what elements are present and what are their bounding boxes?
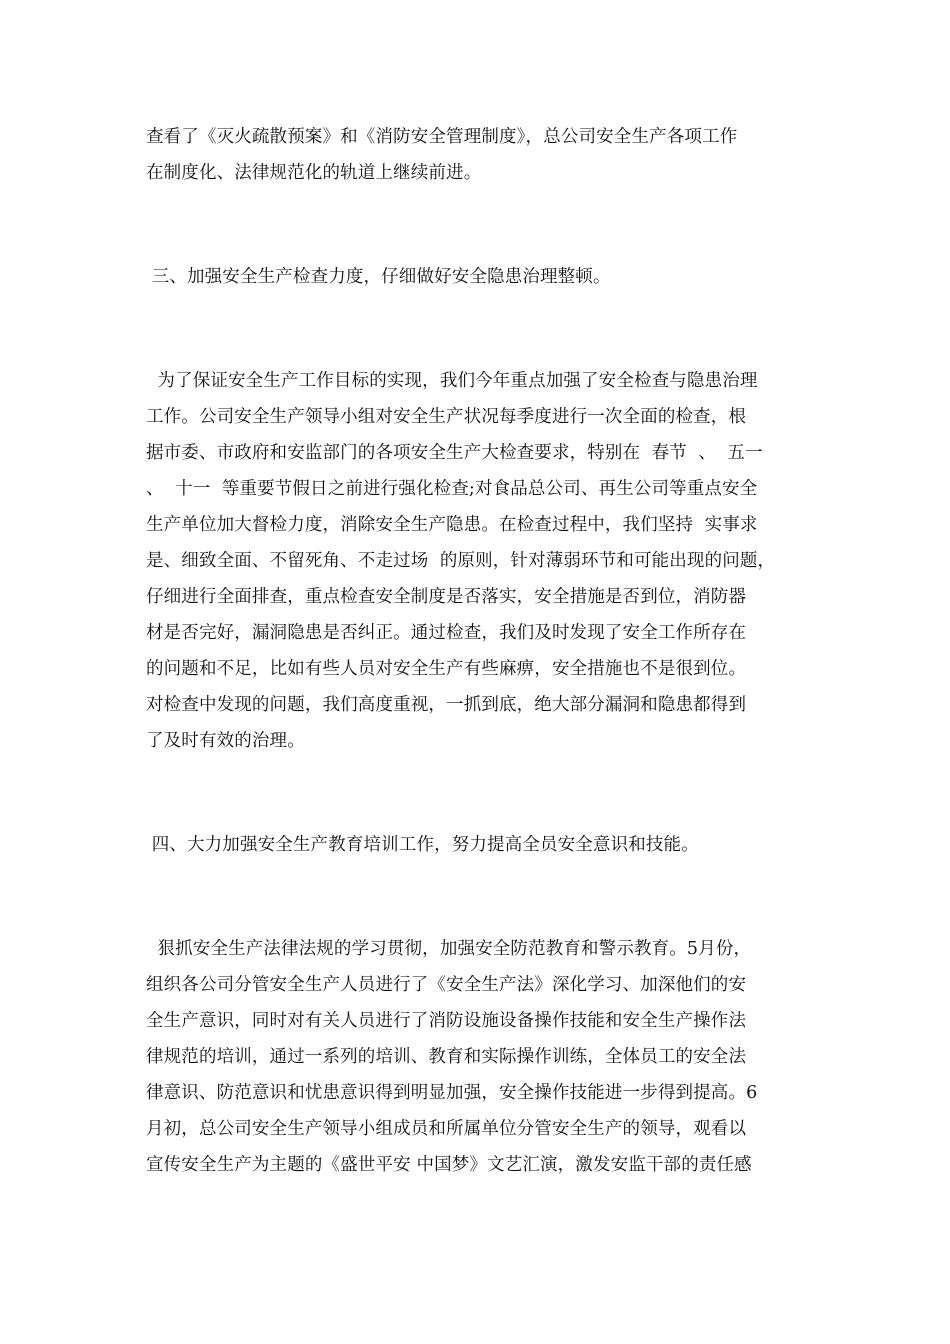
text-line: 仔细进行全面排查，重点检查安全制度是否落实，安全措施是否到位，消防器: [146, 587, 747, 607]
text-line: 全生产意识，同时对有关人员进行了消防设施设备操作技能和安全生产操作法: [146, 1011, 747, 1031]
text-line: 、 十一 等重要节假日之前进行强化检查;对食品总公司、再生公司等重点安全: [146, 479, 758, 499]
text-line: 查看了《灭火疏散预案》和《消防安全管理制度》，总公司安全生产各项工作: [146, 127, 738, 147]
text-line: 对检查中发现的问题，我们高度重视，一抓到底，绝大部分漏洞和隐患都得到: [146, 695, 747, 715]
text-line: 为了保证安全生产工作目标的实现，我们今年重点加强了安全检查与隐患治理: [146, 371, 758, 391]
text-line: 据市委、市政府和安监部门的各项安全生产大检查要求，特别在 春节 、 五一: [146, 443, 763, 463]
text-line: 的问题和不足，比如有些人员对安全生产有些麻痹，安全措施也不是很到位。: [146, 659, 747, 679]
text-line: 工作。公司安全生产领导小组对安全生产状况每季度进行一次全面的检查，根: [146, 407, 747, 427]
text-line: 生产单位加大督检力度，消除安全生产隐患。在检查过程中，我们坚持 实事求: [146, 515, 758, 535]
text-line: 在制度化、法律规范化的轨道上继续前进。: [146, 163, 482, 183]
text-line: 月初，总公司安全生产领导小组成员和所属单位分管安全生产的领导，观看以: [146, 1119, 747, 1139]
text-line: 是、细致全面、不留死角、不走过场 的原则，针对薄弱环节和可能出现的问题，: [146, 551, 776, 571]
text-line: 宣传安全生产为主题的《盛世平安 中国梦》文艺汇演，激发安监干部的责任感: [146, 1155, 752, 1175]
text-line: 了及时有效的治理。: [146, 731, 305, 751]
heading-line: 四、大力加强安全生产教育培训工作，努力提高全员安全意识和技能。: [146, 835, 699, 855]
text-line: 律规范的培训，通过一系列的培训、教育和实际操作训练，全体员工的安全法: [146, 1047, 747, 1067]
text-line: 律意识、防范意识和忧患意识得到明显加强，安全操作技能进一步得到提高。6: [146, 1083, 758, 1103]
text-line: 材是否完好，漏洞隐患是否纠正。通过检查，我们及时发现了安全工作所存在: [146, 623, 747, 643]
heading-line: 三、加强安全生产检查力度，仔细做好安全隐患治理整顿。: [146, 267, 611, 287]
text-line: 狠抓安全生产法律法规的学习贯彻，加强安全防范教育和警示教育。5月份，: [146, 939, 752, 959]
text-line: 组织各公司分管安全生产人员进行了《安全生产法》深化学习、加深他们的安: [146, 975, 747, 995]
